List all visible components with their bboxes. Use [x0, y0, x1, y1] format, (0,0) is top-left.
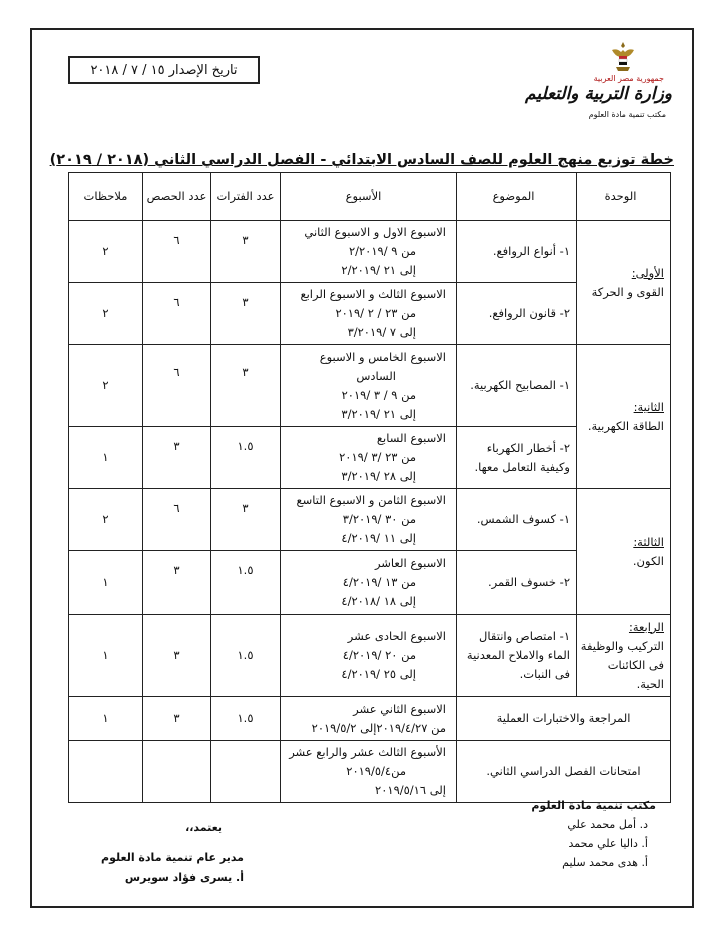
unit-name: القوى و الحركة	[591, 284, 664, 299]
week-line: الاسبوع العاشر	[374, 556, 446, 570]
approval-text: يعتمد،،	[185, 821, 222, 834]
table-row	[69, 741, 671, 803]
notes-cell: ٢	[69, 345, 143, 427]
logo-ministry-text: وزارة التربية والتعليم	[525, 84, 672, 104]
issue-date-box: تاريخ الإصدار ١٥ / ٧ / ٢٠١٨	[68, 56, 260, 84]
week-line: الاسبوع الخامس و الاسبوع	[319, 349, 446, 364]
week-line: من٢٠١٩/٥/٤	[346, 764, 406, 778]
week-line: الاسبوع الثامن و الاسبوع التاسع	[296, 493, 446, 507]
notes-cell	[69, 741, 143, 803]
week-line: من ٣٠ /٣/٢٠١٩	[342, 512, 416, 526]
week-line: من ١٣ /٤/٢٠١٩	[342, 575, 416, 589]
week-cell	[281, 427, 457, 489]
week-line: الأسبوع الثالث عشر والرابع عشر	[289, 745, 446, 759]
week-line: الاسبوع الثالث و الاسبوع الرابع	[300, 287, 446, 301]
week-line: من ٢٠ /٤/٢٠١٩	[342, 648, 416, 662]
unit-name: الطاقة الكهربية.	[587, 418, 664, 433]
week-line: إلى ٢٨ /٣/٢٠١٩	[341, 469, 416, 483]
periods-cell: ٣	[211, 345, 281, 427]
header-topic: الموضوع	[457, 173, 577, 221]
topic-cell: ١- المصابيح الكهربية.	[457, 345, 577, 427]
week-line: من ٩ / ٣ /٢٠١٩	[341, 387, 416, 402]
notes-cell: ١	[69, 697, 143, 741]
topic-cell: المراجعة والاختبارات العملية	[457, 697, 671, 741]
classes-cell: ٣	[143, 551, 211, 615]
week-line: إلى ٢٥ /٤/٢٠١٩	[341, 667, 416, 681]
week-cell	[281, 283, 457, 345]
topic-cell: ٢- أخطار الكهرباء وكيفية التعامل معها.	[457, 427, 577, 489]
table-row	[69, 489, 671, 551]
classes-cell: ٦	[143, 489, 211, 551]
classes-cell: ٣	[143, 615, 211, 697]
notes-cell: ١	[69, 427, 143, 489]
week-cell	[281, 489, 457, 551]
director-name: أ. يسرى فؤاد سويرس	[124, 871, 244, 884]
periods-cell: ١.٥	[211, 615, 281, 697]
curriculum-table	[68, 172, 671, 803]
week-cell	[281, 697, 457, 741]
header-classes: عدد الحصص	[143, 173, 211, 221]
periods-cell: ١.٥	[211, 427, 281, 489]
unit-name: التركيب والوظيفة فى الكائنات الحية.	[580, 638, 664, 691]
periods-cell: ٣	[211, 283, 281, 345]
header-notes: ملاحظات	[69, 173, 143, 221]
periods-cell: ١.٥	[211, 697, 281, 741]
classes-cell: ٦	[143, 345, 211, 427]
unit-label: الأولى:	[631, 265, 664, 280]
unit-name: الكون.	[632, 553, 664, 568]
week-line: الاسبوع الحادى عشر	[347, 629, 446, 643]
week-line: من ٢٣ /٣ /٢٠١٩	[339, 450, 416, 464]
week-line: الاسبوع السابع	[376, 431, 446, 445]
plan-title: خطة توزيع منهج العلوم للصف السادس الابتدائي - الفصل الدراسي الثاني (٢٠١٨ / ٢٠١٩)	[49, 152, 674, 168]
unit-cell	[577, 221, 671, 345]
week-cell	[281, 345, 457, 427]
week-line: إلى ٧ /٣/٢٠١٩	[347, 325, 416, 339]
unit-label: الثانية:	[633, 399, 664, 414]
notes-cell: ٢	[69, 221, 143, 283]
week-line: الاسبوع الاول و الاسبوع الثاني	[304, 225, 446, 239]
unit-cell	[577, 615, 671, 697]
topic-cell: امتحانات الفصل الدراسي الثاني.	[457, 741, 671, 803]
office-signature-block	[510, 796, 656, 872]
table-header-row	[69, 173, 671, 221]
classes-cell: ٣	[143, 697, 211, 741]
classes-cell: ٦	[143, 221, 211, 283]
member-name: أ. داليا علي محمد	[568, 837, 648, 850]
ministry-logo	[525, 40, 672, 130]
topic-cell: ٢- قانون الروافع.	[457, 283, 577, 345]
week-line: من ٩ /٢/٢٠١٩	[348, 244, 416, 258]
notes-cell: ١	[69, 615, 143, 697]
notes-cell: ١	[69, 551, 143, 615]
week-line: من ٢٣ / ٢ /٢٠١٩	[335, 306, 416, 320]
week-line: إلى ٢٠١٩/٥/١٦	[375, 783, 446, 797]
unit-cell	[577, 345, 671, 489]
table-row	[69, 221, 671, 283]
unit-label: الثالثة:	[633, 534, 664, 549]
week-cell	[281, 615, 457, 697]
week-cell	[281, 741, 457, 803]
week-line: إلى ١١ /٤/٢٠١٩	[341, 531, 416, 545]
member-name: د. أمل محمد علي	[567, 818, 648, 831]
table-row	[69, 697, 671, 741]
week-line: إلى ٢١ /٢/٢٠١٩	[341, 263, 416, 277]
header-periods: عدد الفترات	[211, 173, 281, 221]
week-line: إلى ٢١ /٣/٢٠١٩	[341, 406, 416, 421]
week-cell	[281, 221, 457, 283]
office-title: مكتب تنمية مادة العلوم	[531, 799, 656, 812]
periods-cell: ٣	[211, 221, 281, 283]
topic-cell: ١- كسوف الشمس.	[457, 489, 577, 551]
header-week: الأسبوع	[281, 173, 457, 221]
unit-cell	[577, 489, 671, 615]
classes-cell: ٣	[143, 427, 211, 489]
eagle-emblem-icon	[610, 40, 636, 76]
week-line: السادس	[356, 368, 396, 383]
unit-label: الرابعة:	[628, 619, 664, 634]
week-line: الاسبوع الثاني عشر	[353, 701, 446, 716]
director-title: مدير عام تنمية مادة العلوم	[101, 851, 244, 864]
topic-cell: ١- امتصاص وانتقال الماء والاملاح المعدنية فى النبات.	[457, 615, 577, 697]
notes-cell: ٢	[69, 489, 143, 551]
header-unit: الوحدة	[577, 173, 671, 221]
week-line: إلى ١٨ /٤/٢٠١٨	[341, 594, 416, 608]
periods-cell	[211, 741, 281, 803]
week-line: من ٢٠١٩/٤/٢٧إلى ٢٠١٩/٥/٢	[311, 720, 446, 735]
periods-cell: ١.٥	[211, 551, 281, 615]
topic-cell: ٢- خسوف القمر.	[457, 551, 577, 615]
table-row	[69, 345, 671, 427]
logo-gov-text: جمهورية مصر العربية	[593, 74, 664, 83]
member-name: أ. هدى محمد سليم	[562, 856, 648, 869]
classes-cell	[143, 741, 211, 803]
table-row	[69, 615, 671, 697]
topic-cell: ١- أنواع الروافع.	[457, 221, 577, 283]
notes-cell: ٢	[69, 283, 143, 345]
logo-office-text: مكتب تنمية مادة العلوم	[588, 110, 666, 119]
periods-cell: ٣	[211, 489, 281, 551]
classes-cell: ٦	[143, 283, 211, 345]
week-cell	[281, 551, 457, 615]
